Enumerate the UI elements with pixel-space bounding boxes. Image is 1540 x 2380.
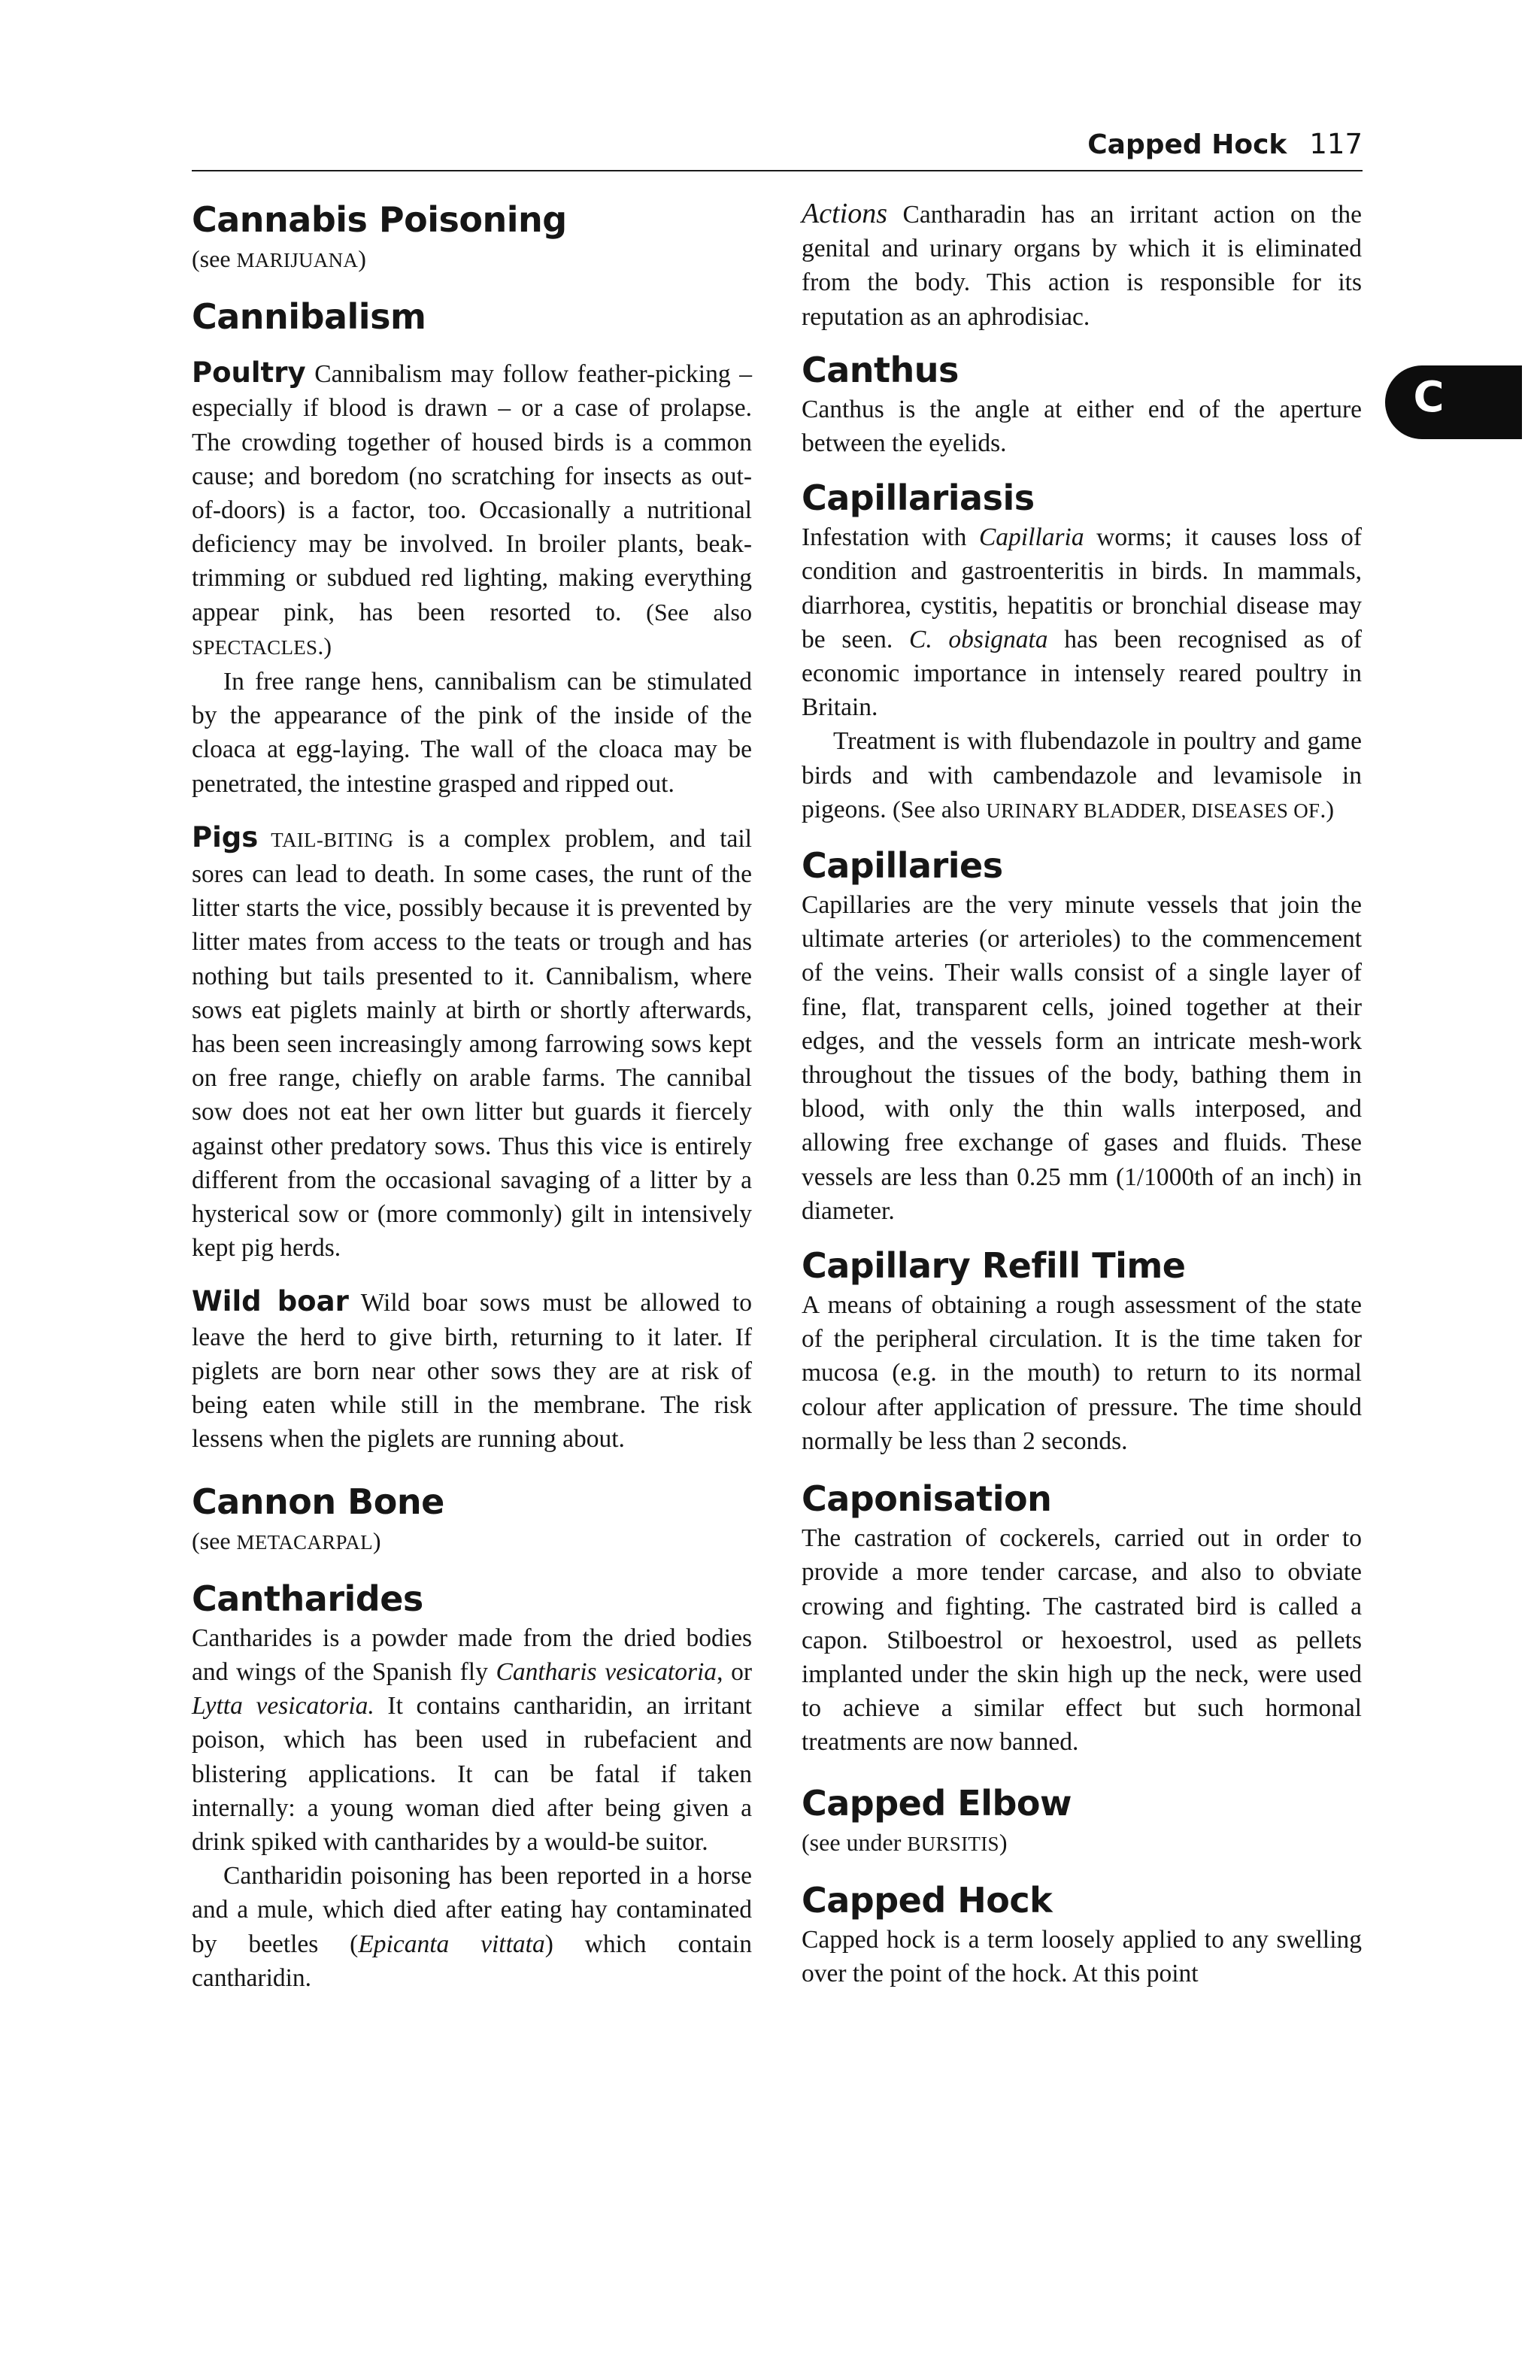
paragraph-canthus: Canthus is the angle at either end of the aperture between the eyelids. <box>802 395 1362 458</box>
entry-title-capped-hock: Capped Hock <box>802 1879 1053 1921</box>
paragraph-cantharides: Cantharides is a powder made from the dried bodies and wings of the Spanish fly Cantharis vesicatoria, or Lytta vesicatoria. It contains cantharidin, an irritant poison, which has been used in rubefacient and blistering applications. It can be fatal if taken internally: a young woman died after being given a drink spiked with cantharides by a would-be suitor. <box>192 1624 753 1856</box>
right-column <box>802 197 1362 1990</box>
paragraph-capillariasis: Infestation with Capillaria worms; it causes loss of condition and gastroenteritis in birds. In mammals, diarrhorea, cystitis, hepatitis or bronchial disease may be seen. C. obsignata has been recognised as of economic importance in intensely reared poultry in Britain. <box>802 523 1362 722</box>
paragraph-caponisation: The castration of cockerels, carried out in order to provide a more tender carcase, and also to obviate crowing and fighting. The castrated bird is called a capon. Stilboestrol or hexoestrol, used as pellets implanted under the skin high up the neck, were used to achieve a similar effect but such hormonal treatments are now banned. <box>802 1524 1362 1757</box>
thumb-index-tab <box>1385 365 1522 439</box>
subheading-poultry: Poultry <box>192 356 306 390</box>
paragraph-free-range: In free range hens, cannibalism can be stimulated by the appearance of the pink of the inside of the cloaca at egg-laying. The wall of the cloaca may be penetrated, the intestine grasped and ripped out. <box>192 668 752 798</box>
thumb-index-letter: C <box>1413 373 1445 422</box>
entry-title-cantharides: Cantharides <box>192 1578 423 1619</box>
header-rule <box>192 170 1363 171</box>
entry-title-caponisation: Caponisation <box>802 1478 1052 1520</box>
running-head <box>192 125 1363 171</box>
paragraph-capped-hock: Capped hock is a term loosely applied to any swelling over the point of the hock. At this point <box>802 1925 1362 1987</box>
paragraph-capillariasis-treatment: Treatment is with flubendazole in poultry and game birds and with cambendazole and levamisole in pigeons. (See also URINARY BLADDER, DISEASES OF.) <box>802 727 1362 823</box>
cross-reference-target[interactable]: SPECTACLES <box>192 635 318 659</box>
cross-reference-target[interactable]: METACARPAL <box>236 1530 373 1554</box>
paragraph-actions: Actions Cantharadin has an irritant action on the genital and urinary organs by which it is eliminated from the body. This action is responsible for its reputation as an aphrodisiac. <box>802 198 1362 331</box>
running-head-text <box>1087 128 1363 160</box>
entry-title-capillary-refill-time: Capillary Refill Time <box>802 1245 1186 1287</box>
subheading-pigs: Pigs <box>192 820 259 853</box>
paragraph-pigs: Pigs TAIL-BITING is a complex problem, and tail sores can lead to death. In some cases, the runt of the litter starts the vice, possibly because it is prevented by litter mates from access to the teats or trough and has nothing but tails presented to it. Cannibalism, where sows eat piglets mainly at birth or shortly afterwards, has been seen increasingly among farrowing sows kept on free range, chiefly on arable farms. The cannibal sow does not eat her own litter but guards it fiercely against other predatory sows. Thus this vice is entirely different from the occasional savaging of a litter by a hysterical sow or (more commonly) gilt in intensively kept pig herds. <box>192 820 752 1263</box>
cross-reference-target[interactable]: URINARY BLADDER, DISEASES OF <box>986 799 1320 822</box>
entry-title-canthus: Canthus <box>802 349 959 390</box>
paragraph-poultry: Poultry Cannibalism may follow feather-picking – especially if blood is drawn – or a case of prolapse. The crowding together of housed birds is a common cause; and boredom (no scratching for insects as out-of-doors) is a factor, too. Occasionally a nutritional deficiency may be involved. In broiler plants, beak-trimming or subdued red lighting, making everything appear pink, has been resorted to. (See also SPECTACLES.) <box>192 356 752 659</box>
paragraph-capillaries: Capillaries are the very minute vessels that join the ultimate arteries (or arterioles) to the commencement of the veins. Their walls consist of a single layer of fine, flat, transparent cells, joined together at their edges, and the vessels form an intricate mesh-work throughout the tissues of the body, bathing them in blood, with only the thin walls interposed, and allowing free exchange of gases and fluids. These vessels are less than 0.25 mm (1/1000th of an inch) in diameter. <box>802 891 1362 1225</box>
subheading-actions: Actions <box>802 198 887 229</box>
cross-reference: (see METACARPAL) <box>192 1527 381 1554</box>
paragraph-wild-boar: Wild boar Wild boar sows must be allowed to leave the herd to give birth, returning to it later. If piglets are born near other sows they are at risk of being eaten while still in the membrane. The risk lessens when the piglets are running about. <box>192 1285 752 1454</box>
cross-reference-target[interactable]: BURSITIS <box>907 1832 999 1855</box>
entry-title-cannabis-poisoning: Cannabis Poisoning <box>192 199 567 240</box>
cross-reference-target[interactable]: MARIJUANA <box>236 249 359 271</box>
paragraph-cantharidin-poisoning: Cantharidin poisoning has been reported in a horse and a mule, which died after eating hay contaminated by beetles (Epicanta vittata) which contain cantharidin. <box>192 1862 752 1992</box>
page-number: 117 <box>1309 128 1363 160</box>
running-head-title: Capped Hock <box>1087 129 1287 160</box>
left-column <box>192 197 752 1995</box>
cross-reference: (see under BURSITIS) <box>802 1828 1008 1856</box>
entry-title-capillariasis: Capillariasis <box>802 478 1035 519</box>
cross-reference: (see MARIJUANA) <box>192 245 366 272</box>
entry-title-cannon-bone: Cannon Bone <box>192 1481 444 1522</box>
entry-title-cannibalism: Cannibalism <box>192 296 426 338</box>
cross-reference-target[interactable]: TAIL-BITING <box>258 828 394 851</box>
entry-title-capped-elbow: Capped Elbow <box>802 1782 1072 1824</box>
subheading-wild-boar: Wild boar <box>192 1285 349 1318</box>
paragraph-capillary-refill-time: A means of obtaining a rough assessment of the state of the peripheral circulation. It is the time taken for mucosa (e.g. in the mouth) to return to its normal colour after application of pressure. The time should normally be less than 2 seconds. <box>802 1291 1362 1455</box>
entry-title-capillaries: Capillaries <box>802 845 1003 887</box>
